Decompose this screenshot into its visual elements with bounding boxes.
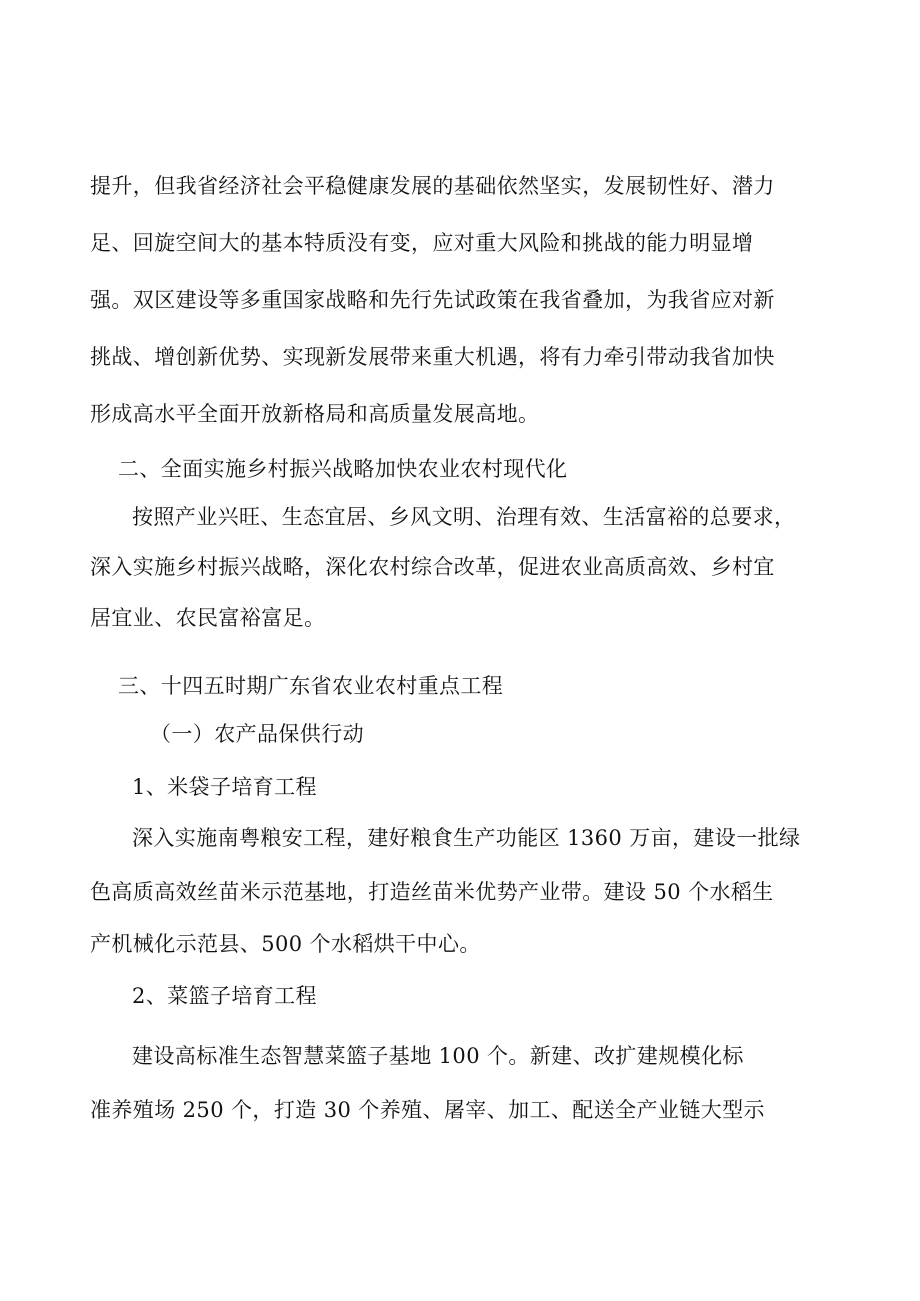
intro-line-2: 足、回旋空间大的基本特质没有变，应对重大风险和挑战的能力明显增 [90, 231, 754, 255]
item-1-title: 1、米袋子培育工程 [132, 775, 317, 799]
item-1-line-1: 深入实施南粤粮安工程，建好粮食生产功能区 1360 万亩，建设一批绿 [132, 826, 801, 850]
intro-line-4: 挑战、增创新优势、实现新发展带来重大机遇，将有力牵引带动我省加快 [90, 345, 775, 369]
item-1-line-2: 色高质高效丝苗米示范基地，打造丝苗米优势产业带。建设 50 个水稻生 [90, 880, 774, 904]
item-2-title: 2、菜篮子培育工程 [132, 984, 317, 1008]
section-two-line-1: 按照产业兴旺、生态宜居、乡风文明、治理有效、生活富裕的总要求， [132, 505, 796, 529]
section-two-line-2: 深入实施乡村振兴战略，深化农村综合改革，促进农业高质高效、乡村宜 [90, 555, 775, 579]
intro-line-3: 强。双区建设等多重国家战略和先行先试政策在我省叠加，为我省应对新 [90, 288, 775, 312]
section-three-heading: 三、十四五时期广东省农业农村重点工程 [118, 674, 504, 698]
section-two-heading: 二、全面实施乡村振兴战略加快农业农村现代化 [118, 457, 568, 481]
section-three-subheading: （一）农产品保供行动 [150, 722, 364, 746]
intro-line-5: 形成高水平全面开放新格局和高质量发展高地。 [90, 402, 540, 426]
item-2-line-1: 建设高标准生态智慧菜篮子基地 100 个。新建、改扩建规模化标 [132, 1044, 744, 1068]
item-1-line-3: 产机械化示范县、500 个水稻烘干中心。 [90, 932, 481, 956]
intro-line-1: 提升，但我省经济社会平稳健康发展的基础依然坚实，发展韧性好、潜力 [90, 174, 775, 198]
item-2-line-2: 准养殖场 250 个，打造 30 个养殖、屠宰、加工、配送全产业链大型示 [90, 1098, 765, 1122]
section-two-line-3: 居宜业、农民富裕富足。 [90, 606, 326, 630]
